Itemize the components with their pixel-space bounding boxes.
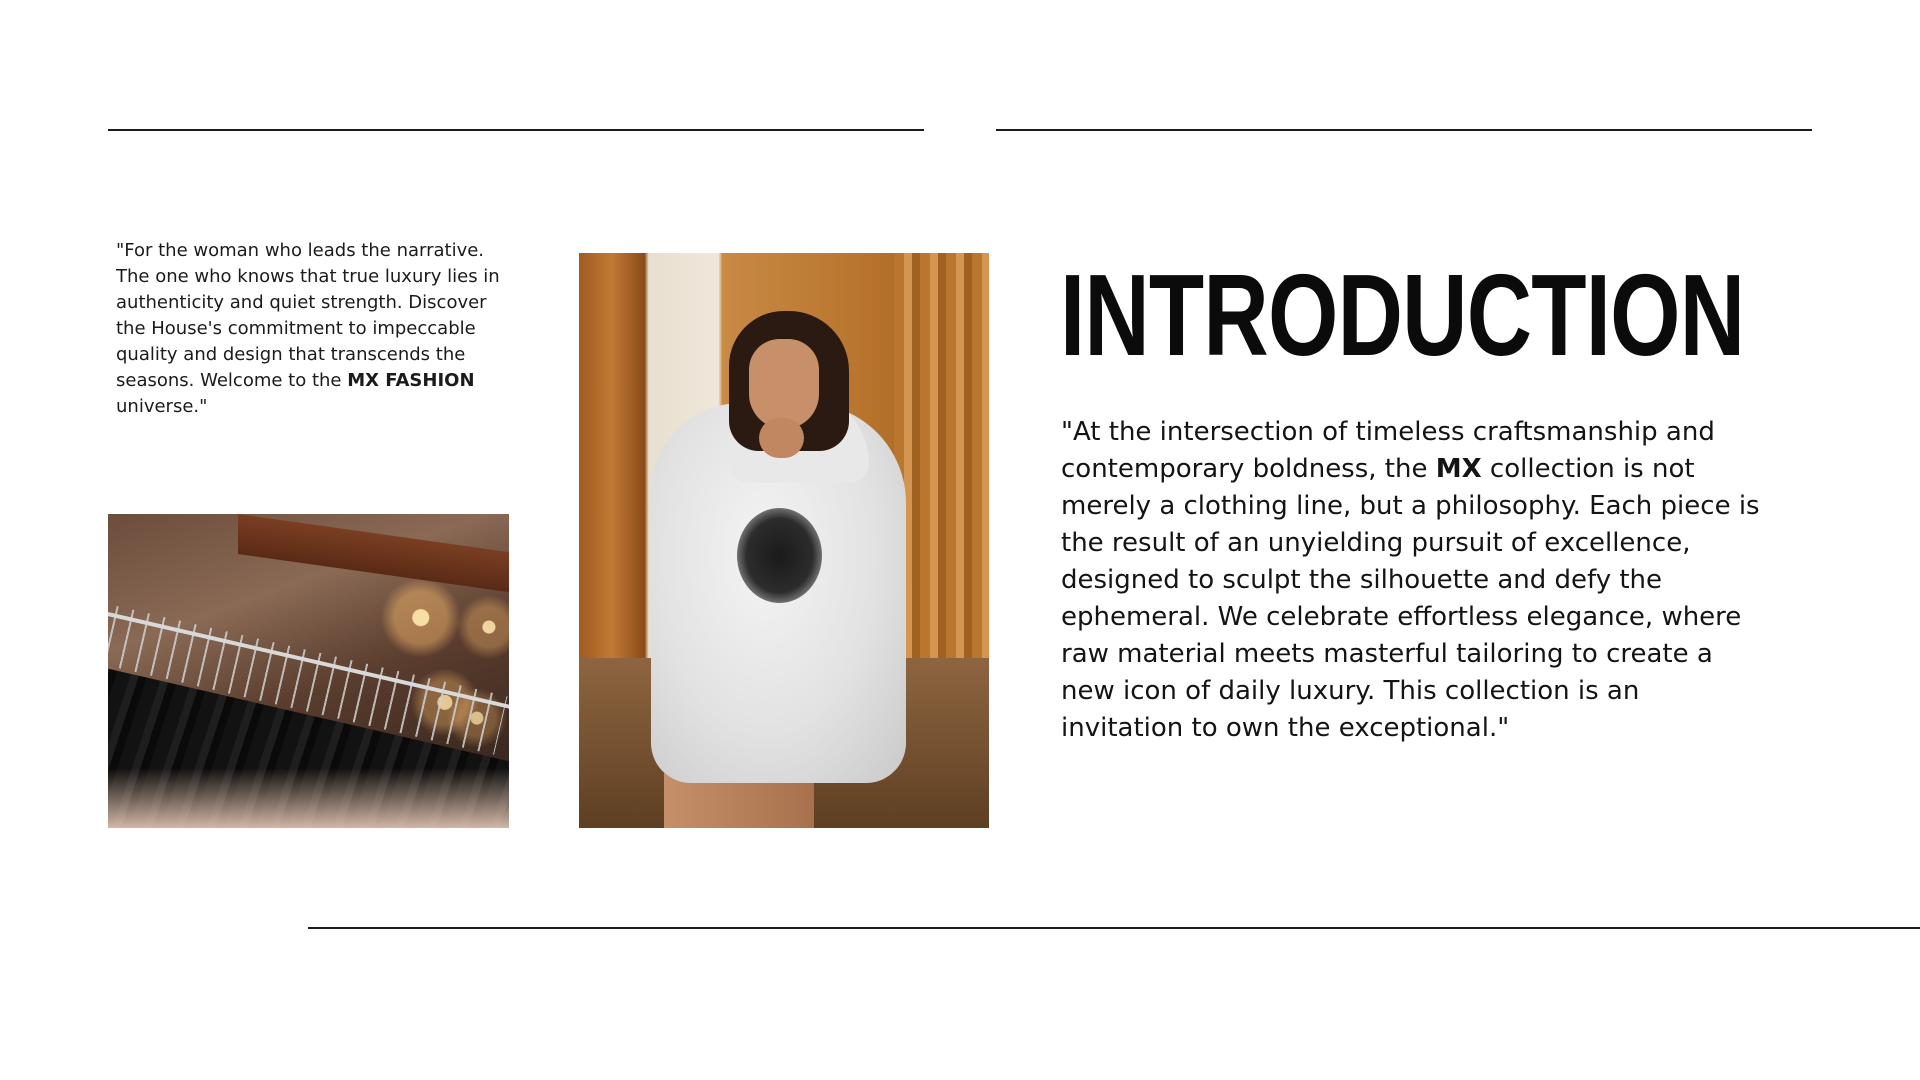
divider-bottom bbox=[308, 927, 1920, 929]
model-hoodie-photo bbox=[579, 253, 989, 828]
shelf-shape bbox=[238, 514, 509, 593]
intro-quote-brand: MX FASHION bbox=[347, 370, 475, 391]
face-shape bbox=[749, 339, 819, 429]
collection-quote bbox=[1061, 414, 1761, 747]
floor-light-shape bbox=[108, 768, 509, 828]
collection-quote-brand: MX bbox=[1435, 454, 1482, 484]
clothing-rack-photo bbox=[108, 514, 509, 828]
divider-top-right bbox=[996, 129, 1812, 131]
intro-quote-text-before: "For the woman who leads the narrative. The one who knows that true luxury lies in authenticity and quiet strength. Discover the House's commitment to impeccable quality and design that transcends the seasons. Welcome to the bbox=[116, 240, 500, 391]
collection-quote-text-after: collection is not merely a clothing line, but a philosophy. Each piece is the result of an unyielding pursuit of excellence, designed to sculpt the silhouette and defy the ephemeral. We celebrate effortless elegance, where raw material meets masterful tailoring to create a new icon of daily luxury. This collection is an invitation to own the exceptional." bbox=[1061, 454, 1760, 743]
divider-top-left bbox=[108, 129, 924, 131]
page-title: INTRODUCTION bbox=[1060, 250, 1745, 380]
intro-quote bbox=[116, 238, 516, 420]
intro-quote-text-after: universe." bbox=[116, 396, 208, 417]
hand-shape bbox=[759, 418, 804, 458]
collection-quote-text-before: "At the intersection of timeless craftsmanship and contemporary boldness, the bbox=[1061, 417, 1715, 484]
hoodie-print-shape bbox=[737, 508, 822, 603]
